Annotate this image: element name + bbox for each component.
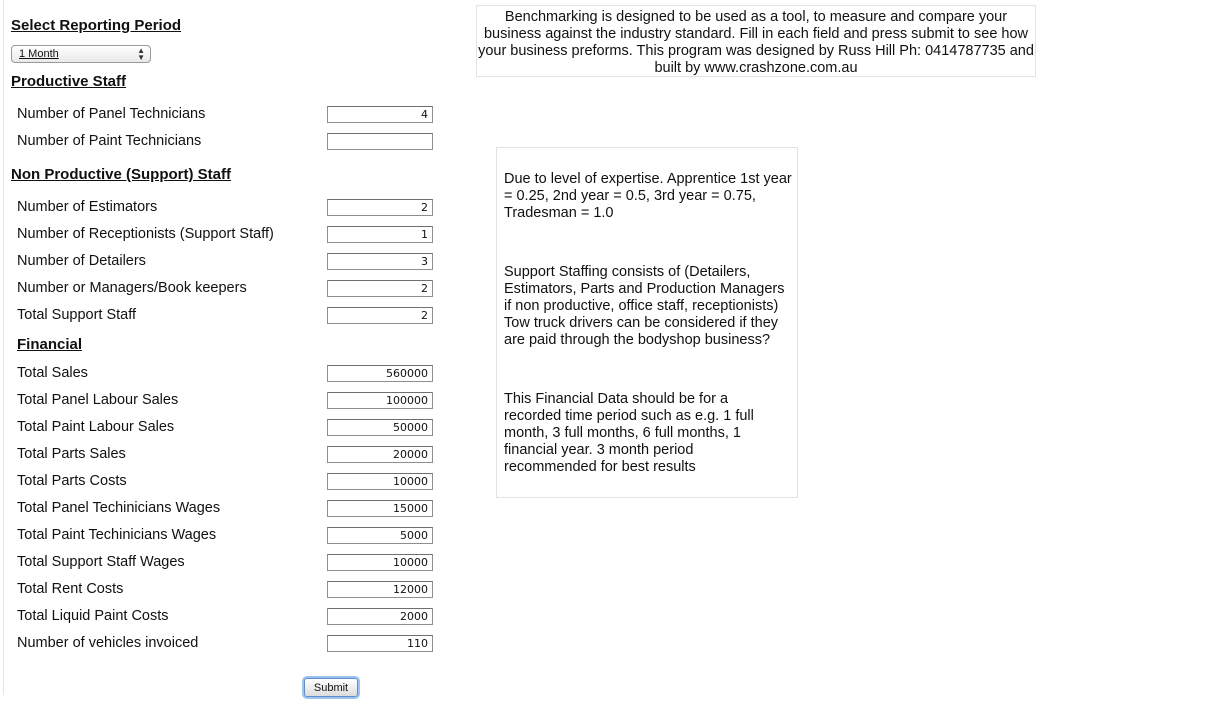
total-sales-label: Total Sales (17, 365, 88, 381)
intro-panel: Benchmarking is designed to be used as a tool, to measure and compare your business against the industry standard. Fill in each field and press submit to see how your business preforms. This program was designed by Russ Hill Ph: 0414787735 and built by www.crashzone.com.au (476, 5, 1036, 77)
support-staff-heading: Non Productive (Support) Staff (11, 166, 231, 183)
panel-labour-sales-label: Total Panel Labour Sales (17, 392, 179, 408)
financial-note: This Financial Data should be for a recorded time period such as e.g. 1 full month, 3 full months, 6 full months, 1 financial year. 3 month period recommended for best results (504, 391, 754, 475)
support-staff-wages-input[interactable] (327, 554, 433, 571)
vehicles-invoiced-label: Number of vehicles invoiced (17, 635, 199, 651)
panel-tech-wages-input[interactable] (327, 500, 433, 517)
paint-technicians-label: Number of Paint Technicians (17, 133, 202, 149)
detailers-label: Number of Detailers (17, 253, 146, 269)
parts-costs-label: Total Parts Costs (17, 473, 127, 489)
managers-label: Number or Managers/Book keepers (17, 280, 247, 296)
paint-labour-sales-label: Total Paint Labour Sales (17, 419, 175, 435)
total-support-staff-input[interactable] (327, 307, 433, 324)
vehicles-invoiced-input[interactable] (327, 635, 433, 652)
submit-button[interactable]: Submit (304, 678, 358, 697)
paint-technicians-input[interactable] (327, 133, 433, 150)
parts-costs-input[interactable] (327, 473, 433, 490)
liquid-paint-costs-input[interactable] (327, 608, 433, 625)
support-staff-wages-label: Total Support Staff Wages (17, 554, 185, 570)
panel-technicians-input[interactable] (327, 106, 433, 123)
financial-heading: Financial (17, 336, 83, 353)
page-left-border (0, 0, 4, 695)
paint-labour-sales-input[interactable] (327, 419, 433, 436)
productive-staff-heading: Productive Staff (11, 73, 127, 90)
liquid-paint-costs-label: Total Liquid Paint Costs (17, 608, 169, 624)
panel-labour-sales-input[interactable] (327, 392, 433, 409)
panel-tech-wages-label: Total Panel Techinicians Wages (17, 500, 221, 516)
paint-tech-wages-input[interactable] (327, 527, 433, 544)
rent-costs-input[interactable] (327, 581, 433, 598)
managers-input[interactable] (327, 280, 433, 297)
estimators-input[interactable] (327, 199, 433, 216)
reporting-period-selected-value: 1 Month (19, 48, 59, 60)
rent-costs-label: Total Rent Costs (17, 581, 124, 597)
detailers-input[interactable] (327, 253, 433, 270)
parts-sales-label: Total Parts Sales (17, 446, 126, 462)
productive-staff-note: Due to level of expertise. Apprentice 1st year = 0.25, 2nd year = 0.5, 3rd year = 0.75, Tradesman = 1.0 (504, 171, 792, 221)
parts-sales-input[interactable] (327, 446, 433, 463)
receptionists-input[interactable] (327, 226, 433, 243)
support-staff-note: Support Staffing consists of (Detailers, Estimators, Parts and Production Managers if non productive, office staff, receptionists) Tow truck drivers can be considered if they are paid through the bodyshop business? (504, 264, 785, 348)
paint-tech-wages-label: Total Paint Techinicians Wages (17, 527, 217, 543)
panel-technicians-label: Number of Panel Technicians (17, 106, 206, 122)
total-sales-input[interactable] (327, 365, 433, 382)
reporting-period-select[interactable] (11, 45, 151, 63)
receptionists-label: Number of Receptionists (Support Staff) (17, 226, 274, 242)
select-arrows-icon: ▲ ▼ (137, 46, 145, 62)
reporting-period-heading: Select Reporting Period (11, 17, 182, 34)
total-support-staff-label: Total Support Staff (17, 307, 137, 323)
estimators-label: Number of Estimators (17, 199, 158, 215)
